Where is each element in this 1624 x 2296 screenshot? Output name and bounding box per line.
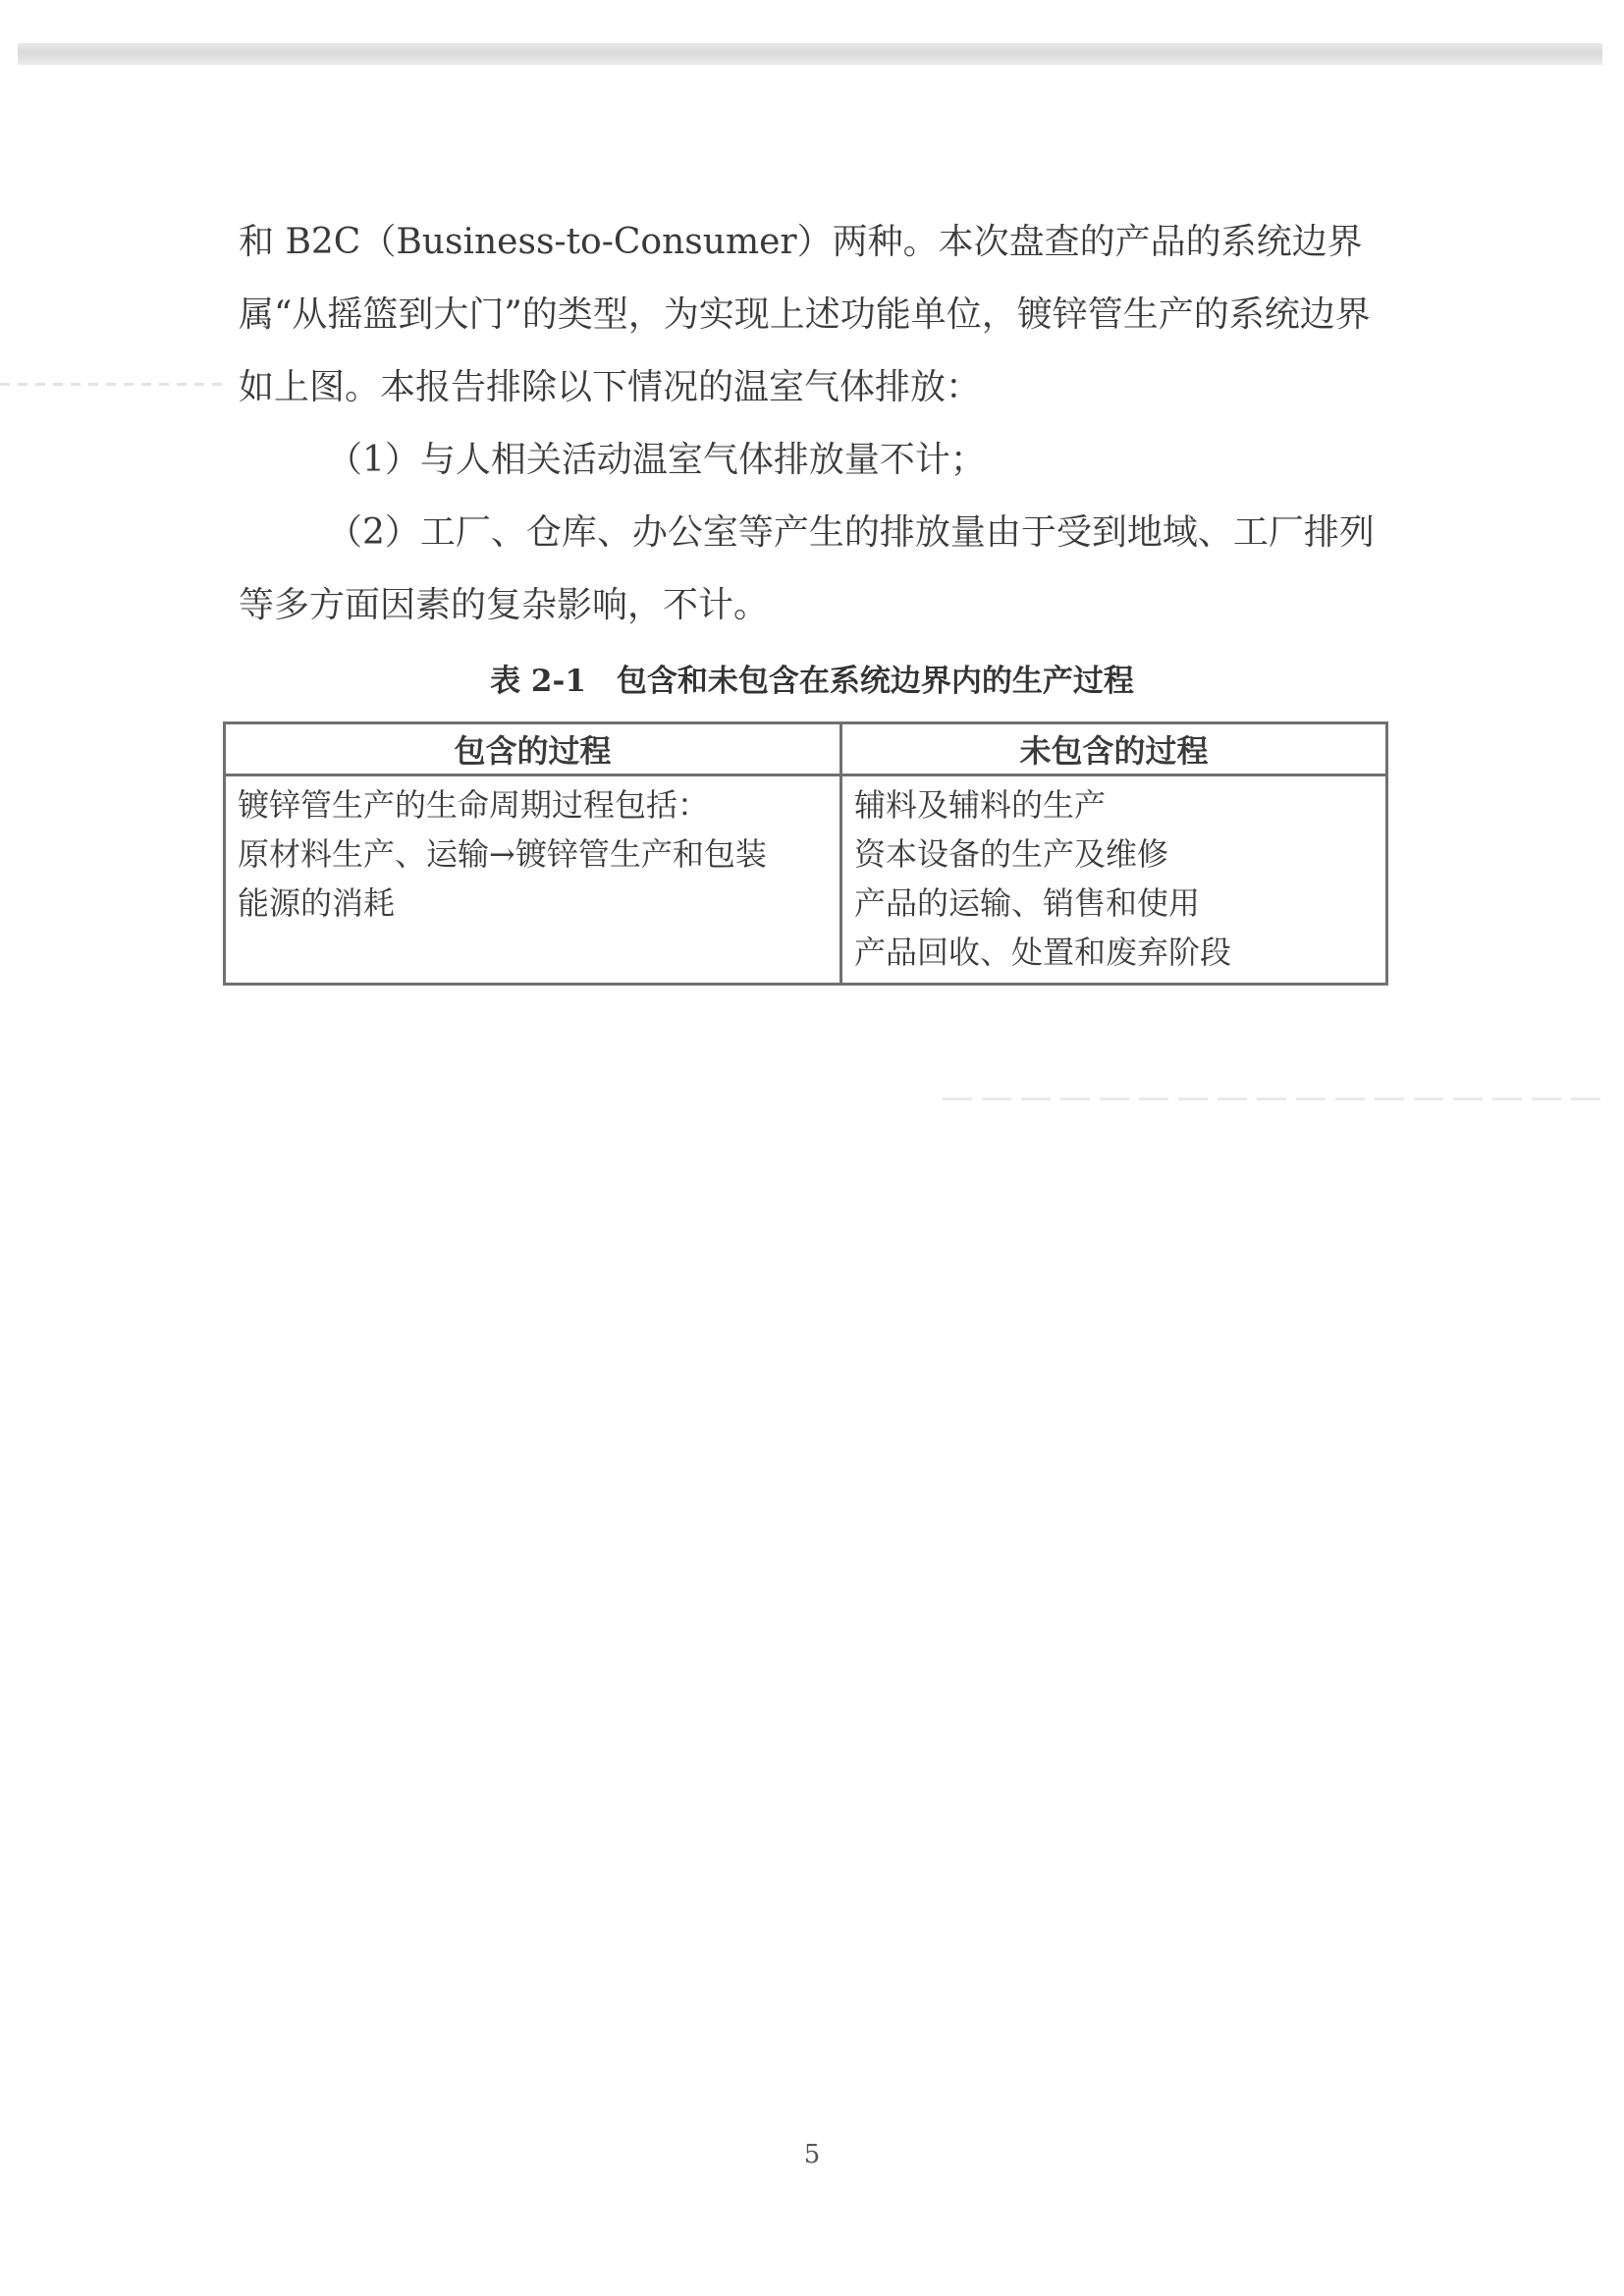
table-row bbox=[225, 775, 1387, 985]
header-excluded: 未包含的过程 bbox=[841, 723, 1387, 775]
scan-artifact-left bbox=[0, 383, 226, 386]
included-cell bbox=[225, 775, 841, 985]
excluded-item: 产品的运输、销售和使用 bbox=[854, 884, 1201, 922]
header-included: 包含的过程 bbox=[225, 723, 841, 775]
paragraph-exclusion-2: （2）工厂、仓库、办公室等产生的排放量由于受到地域、工厂排列等多方面因素的复杂影响，不计。 bbox=[239, 512, 1375, 625]
table-header-row bbox=[225, 723, 1387, 775]
table-caption: 表 2-1 包含和未包含在系统边界内的生产过程 bbox=[490, 664, 1134, 699]
included-item: 镀锌管生产的生命周期过程包括： bbox=[238, 786, 710, 824]
paragraph-system-boundary: 和 B2C（Business-to-Consumer）两种。本次盘查的产品的系统边界属“从摇篮到大门”的类型，为实现上述功能单位，镀锌管生产的系统边界如上图。本报告排除以下情况的温室气体排放： bbox=[239, 222, 1371, 407]
included-item: 能源的消耗 bbox=[238, 884, 396, 922]
process-table bbox=[223, 721, 1388, 986]
included-item: 原材料生产、运输→镀锌管生产和包装 bbox=[238, 835, 767, 873]
scan-top-bar bbox=[18, 43, 1602, 65]
paragraph-exclusion-1: （1）与人相关活动温室气体排放量不计； bbox=[327, 440, 986, 480]
body-text bbox=[239, 206, 1378, 642]
page-number: 5 bbox=[803, 2140, 821, 2169]
excluded-item: 资本设备的生产及维修 bbox=[854, 835, 1169, 873]
scan-artifact-right bbox=[943, 1097, 1600, 1100]
excluded-cell bbox=[841, 775, 1387, 985]
excluded-item: 产品回收、处置和废弃阶段 bbox=[854, 934, 1232, 971]
excluded-item: 辅料及辅料的生产 bbox=[854, 786, 1107, 824]
